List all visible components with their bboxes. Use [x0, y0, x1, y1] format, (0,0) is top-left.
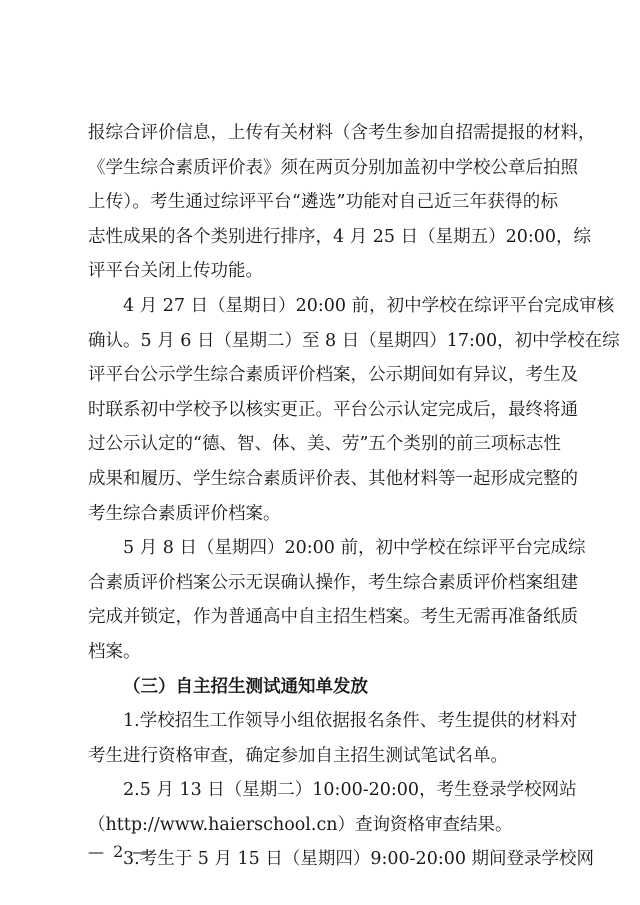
paragraph [88, 289, 620, 531]
text-line: 志性成果的各个类别进行排序，4 月 25 日（星期五）20:00，综 [88, 226, 592, 247]
text-line: 5 月 8 日（星期四）20:00 前，初中学校在综评平台完成综 [123, 538, 586, 559]
paragraph [88, 531, 586, 669]
text-line: 考生综合素质评价档案。 [88, 503, 281, 524]
text-line: 报综合评价信息，上传有关材料（含考生参加自招需提报的材料， [88, 123, 596, 143]
paragraph [88, 116, 596, 289]
text-line: 上传）。考生通过综评平台“遴选”功能对自己近三年获得的标 [88, 192, 558, 213]
text-line: 2.5 月 13 日（星期二）10:00-20:00，考生登录学校网站 [123, 780, 577, 801]
text-line: 成果和履历、学生综合素质评价表、其他材料等一起形成完整的 [88, 468, 578, 489]
paragraph [88, 773, 577, 842]
text-line: 完成并锁定，作为普通高中自主招生档案。考生无需再准备纸质 [88, 607, 578, 628]
text-line: 过公示认定的“德、智、体、美、劳”五个类别的前三项标志性 [88, 434, 561, 455]
section-heading [88, 670, 558, 705]
page-number: — 2 — [88, 842, 151, 861]
paragraph [88, 704, 578, 773]
text-line: （三）自主招生测试通知单发放 [123, 676, 368, 697]
text-line: 《学生综合素质评价表》须在两页分别加盖初中学校公章后拍照 [88, 157, 578, 178]
text-line: 1.学校招生工作领导小组依据报名条件、考生提供的材料对 [123, 711, 578, 732]
text-line: 评平台关闭上传功能。 [88, 261, 263, 282]
text-line: 考生进行资格审查，确定参加自主招生测试笔试名单。 [88, 745, 508, 766]
text-line: 评平台公示学生综合素质评价档案，公示期间如有异议，考生及 [88, 365, 578, 386]
paragraph [88, 842, 595, 877]
text-line: 时联系初中学校予以核实更正。平台公示认定完成后，最终将通 [88, 399, 578, 420]
text-line: 3.考生于 5 月 15 日（星期四）9:00-20:00 期间登录学校网 [123, 849, 595, 870]
text-line: 档案。 [88, 641, 141, 662]
text-line: 确认。5 月 6 日（星期二）至 8 日（星期四）17:00，初中学校在综 [88, 330, 620, 351]
text-line: （http://www.haierschool.cn）查询资格审查结果。 [88, 814, 513, 835]
body-text [88, 116, 620, 877]
text-line: 合素质评价档案公示无误确认操作，考生综合素质评价档案组建 [88, 572, 578, 593]
text-line: 4 月 27 日（星期日）20:00 前，初中学校在综评平台完成审核 [123, 295, 615, 316]
